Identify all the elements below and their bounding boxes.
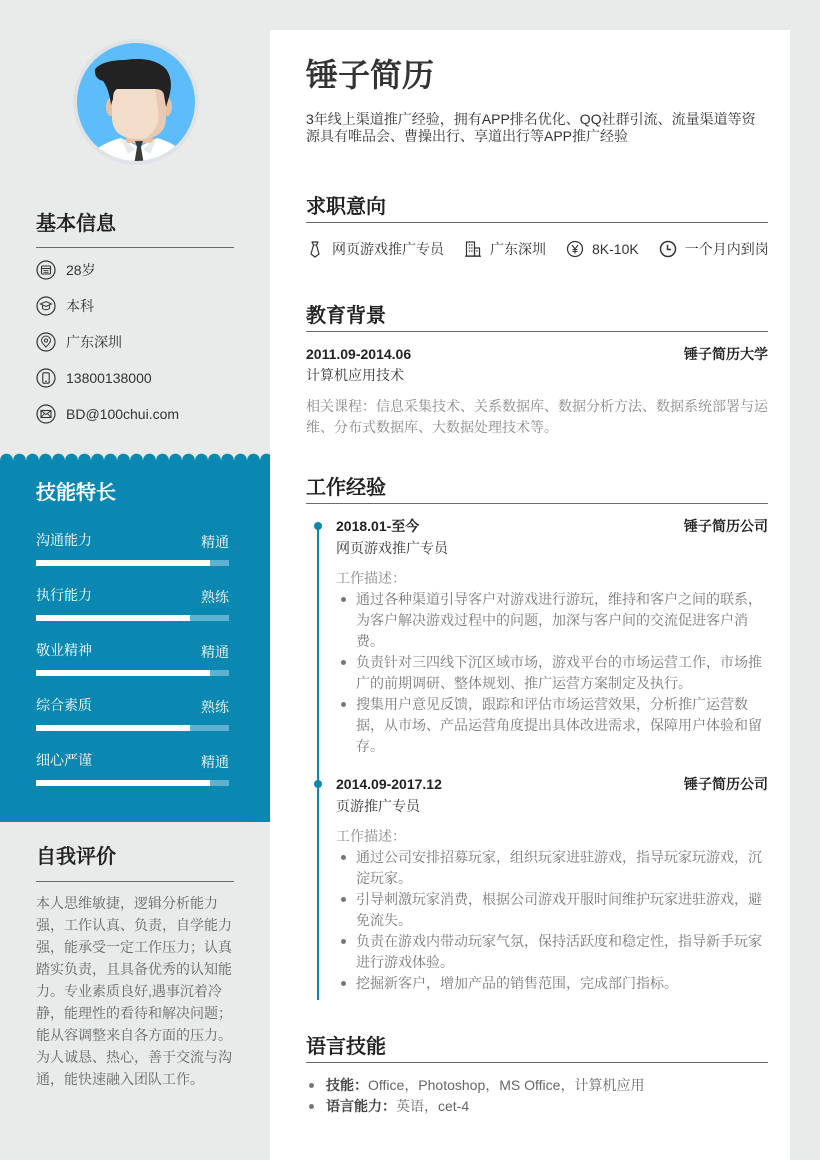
intent-row xyxy=(306,239,789,259)
skills-panel xyxy=(0,460,270,822)
intent-salary xyxy=(566,240,639,258)
work-section-title: 工作经验 xyxy=(306,474,768,504)
job-position: 网页游戏推广专员 xyxy=(336,540,448,556)
skill-name: 综合素质 xyxy=(36,697,92,713)
job-entry xyxy=(306,773,768,994)
job-bullet: 搜集用户意见反馈，跟踪和评估市场运营效果，分析推广运营数据，从市场、产品运营角度提出具体改进需求，保障用户体验和留存。 xyxy=(336,694,768,757)
mail-icon xyxy=(36,404,56,424)
intent-position xyxy=(306,239,444,259)
calendar-icon xyxy=(36,260,56,280)
skill-progress-fill xyxy=(36,615,190,621)
education-date: 2011.09-2014.06 xyxy=(306,346,412,362)
job-company: 锤子简历公司 xyxy=(684,518,768,534)
avatar xyxy=(73,39,199,165)
job-desc-label: 工作描述： xyxy=(336,828,406,844)
skill-level: 精通 xyxy=(201,644,229,660)
education-section-title: 教育背景 xyxy=(306,302,768,332)
basic-info-title: 基本信息 xyxy=(36,210,234,248)
phone-icon xyxy=(36,368,56,388)
skill-row xyxy=(36,530,229,585)
self-eval-text: 本人思维敏捷，逻辑分析能力强，工作认真、负责，自学能力强，能承受一定工作压力；认真踏实负责，且具备优秀的认知能力。专业素质良好,遇事沉着冷静，能理性的看待和解决问题；能从容调整来自各方面的压力。为人诚恳、热心，善于交流与沟通，能快速融入团队工作。 xyxy=(36,895,232,1087)
job-date: 2014.09-2017.12 xyxy=(336,776,442,792)
basic-info-phone xyxy=(36,360,236,396)
skill-row xyxy=(36,585,229,640)
skill-list xyxy=(36,530,229,805)
job-bullet: 通过公司安排招募玩家，组织玩家进驻游戏，指导玩家玩游戏，沉淀玩家。 xyxy=(336,847,768,889)
intent-salary-text: 8K-10K xyxy=(592,241,639,257)
job-bullet: 通过各种渠道引导客户对游戏进行游玩，维持和客户之间的联系，为客户解决游戏过程中的问题，加深与客户间的交流促进客户消费。 xyxy=(336,589,768,652)
skill-progress-bar xyxy=(36,780,229,786)
location-text: 广东深圳 xyxy=(66,334,122,350)
skill-row xyxy=(36,695,229,750)
sidebar xyxy=(0,0,270,1160)
job-company: 锤子简历公司 xyxy=(684,776,768,792)
timeline-dot xyxy=(314,522,322,530)
education-entry xyxy=(306,344,768,438)
clock-icon xyxy=(659,240,677,258)
job-bullets xyxy=(336,589,768,757)
job-desc-label: 工作描述： xyxy=(336,570,406,586)
basic-info-email xyxy=(36,396,236,432)
email-text: BD@100chui.com xyxy=(66,406,180,422)
language-section-title: 语言技能 xyxy=(306,1033,768,1063)
job-bullet: 负责在游戏内带动玩家气氛，保持活跃度和稳定性，指导新手玩家进行游戏体验。 xyxy=(336,931,768,973)
resume-summary: 3年线上渠道推广经验，拥有APP排名优化、QQ社群引流、流量渠道等资源具有唯品会、曹操出行、享道出行等APP推广经验 xyxy=(306,111,756,144)
language-item xyxy=(306,1075,768,1096)
phone-text: 13800138000 xyxy=(66,370,152,386)
avatar-illustration-icon xyxy=(73,39,199,165)
job-position: 页游推广专员 xyxy=(336,798,420,814)
skill-name: 沟通能力 xyxy=(36,532,92,548)
skill-progress-fill xyxy=(36,780,210,786)
skill-progress-fill xyxy=(36,725,190,731)
intent-section-title: 求职意向 xyxy=(306,193,768,223)
skill-name: 执行能力 xyxy=(36,587,92,603)
language-item-value: Office，Photoshop，MS Office，计算机应用 xyxy=(368,1077,645,1093)
skill-progress-bar xyxy=(36,560,229,566)
skill-level: 熟练 xyxy=(201,699,229,715)
skill-level: 精通 xyxy=(201,534,229,550)
language-item-value: 英语，cet-4 xyxy=(396,1098,470,1114)
language-item xyxy=(306,1096,768,1117)
intent-availability xyxy=(659,239,769,259)
skill-row xyxy=(36,640,229,695)
building-icon xyxy=(464,240,482,258)
location-pin-icon xyxy=(36,332,56,352)
skill-progress-bar xyxy=(36,670,229,676)
job-bullets xyxy=(336,847,768,994)
job-bullet: 负责针对三四线下沉区域市场，游戏平台的市场运营工作，市场推广的前期调研、整体规划、推广运营方案制定及执行。 xyxy=(336,652,768,694)
age-text: 28岁 xyxy=(66,262,96,278)
degree-text: 本科 xyxy=(66,298,94,314)
tie-icon xyxy=(306,240,324,258)
skill-progress-fill xyxy=(36,670,210,676)
education-major: 计算机应用技术 xyxy=(306,367,404,383)
skills-title: 技能特长 xyxy=(36,482,116,504)
skill-name: 敬业精神 xyxy=(36,642,92,658)
intent-position-text: 网页游戏推广专员 xyxy=(332,241,444,257)
graduation-cap-icon xyxy=(36,296,56,316)
intent-availability-text: 一个月内到岗 xyxy=(684,241,769,257)
education-school: 锤子简历大学 xyxy=(684,346,768,362)
yen-icon xyxy=(566,240,584,258)
language-item-label: 技能： xyxy=(326,1077,368,1093)
self-eval-title: 自我评价 xyxy=(36,843,234,882)
intent-city xyxy=(464,239,546,259)
intent-city-text: 广东深圳 xyxy=(490,241,546,257)
language-item-label: 语言能力： xyxy=(326,1098,396,1114)
basic-info-degree xyxy=(36,288,236,324)
basic-info-age xyxy=(36,252,236,288)
basic-info-location xyxy=(36,324,236,360)
language-list xyxy=(306,1075,768,1117)
education-courses: 相关课程：信息采集技术、关系数据库、数据分析方法、数据系统部署与运维、分布式数据库、大数据处理技术等。 xyxy=(306,398,768,435)
skill-row xyxy=(36,750,229,805)
skill-level: 熟练 xyxy=(201,589,229,605)
skill-name: 细心严谨 xyxy=(36,752,92,768)
job-bullet: 挖掘新客户，增加产品的销售范围，完成部门指标。 xyxy=(336,973,768,994)
skill-level: 精通 xyxy=(201,754,229,770)
skill-progress-fill xyxy=(36,560,210,566)
skill-progress-bar xyxy=(36,725,229,731)
skill-progress-bar xyxy=(36,615,229,621)
job-bullet: 引导刺激玩家消费，根据公司游戏开服时间维护玩家进驻游戏，避免流失。 xyxy=(336,889,768,931)
job-date: 2018.01-至今 xyxy=(336,518,420,534)
resume-name: 锤子简历 xyxy=(306,57,435,93)
work-timeline xyxy=(306,515,768,1010)
resume-main-card xyxy=(270,30,790,1160)
timeline-dot xyxy=(314,780,322,788)
basic-info-list xyxy=(36,252,236,432)
job-entry xyxy=(306,515,768,757)
